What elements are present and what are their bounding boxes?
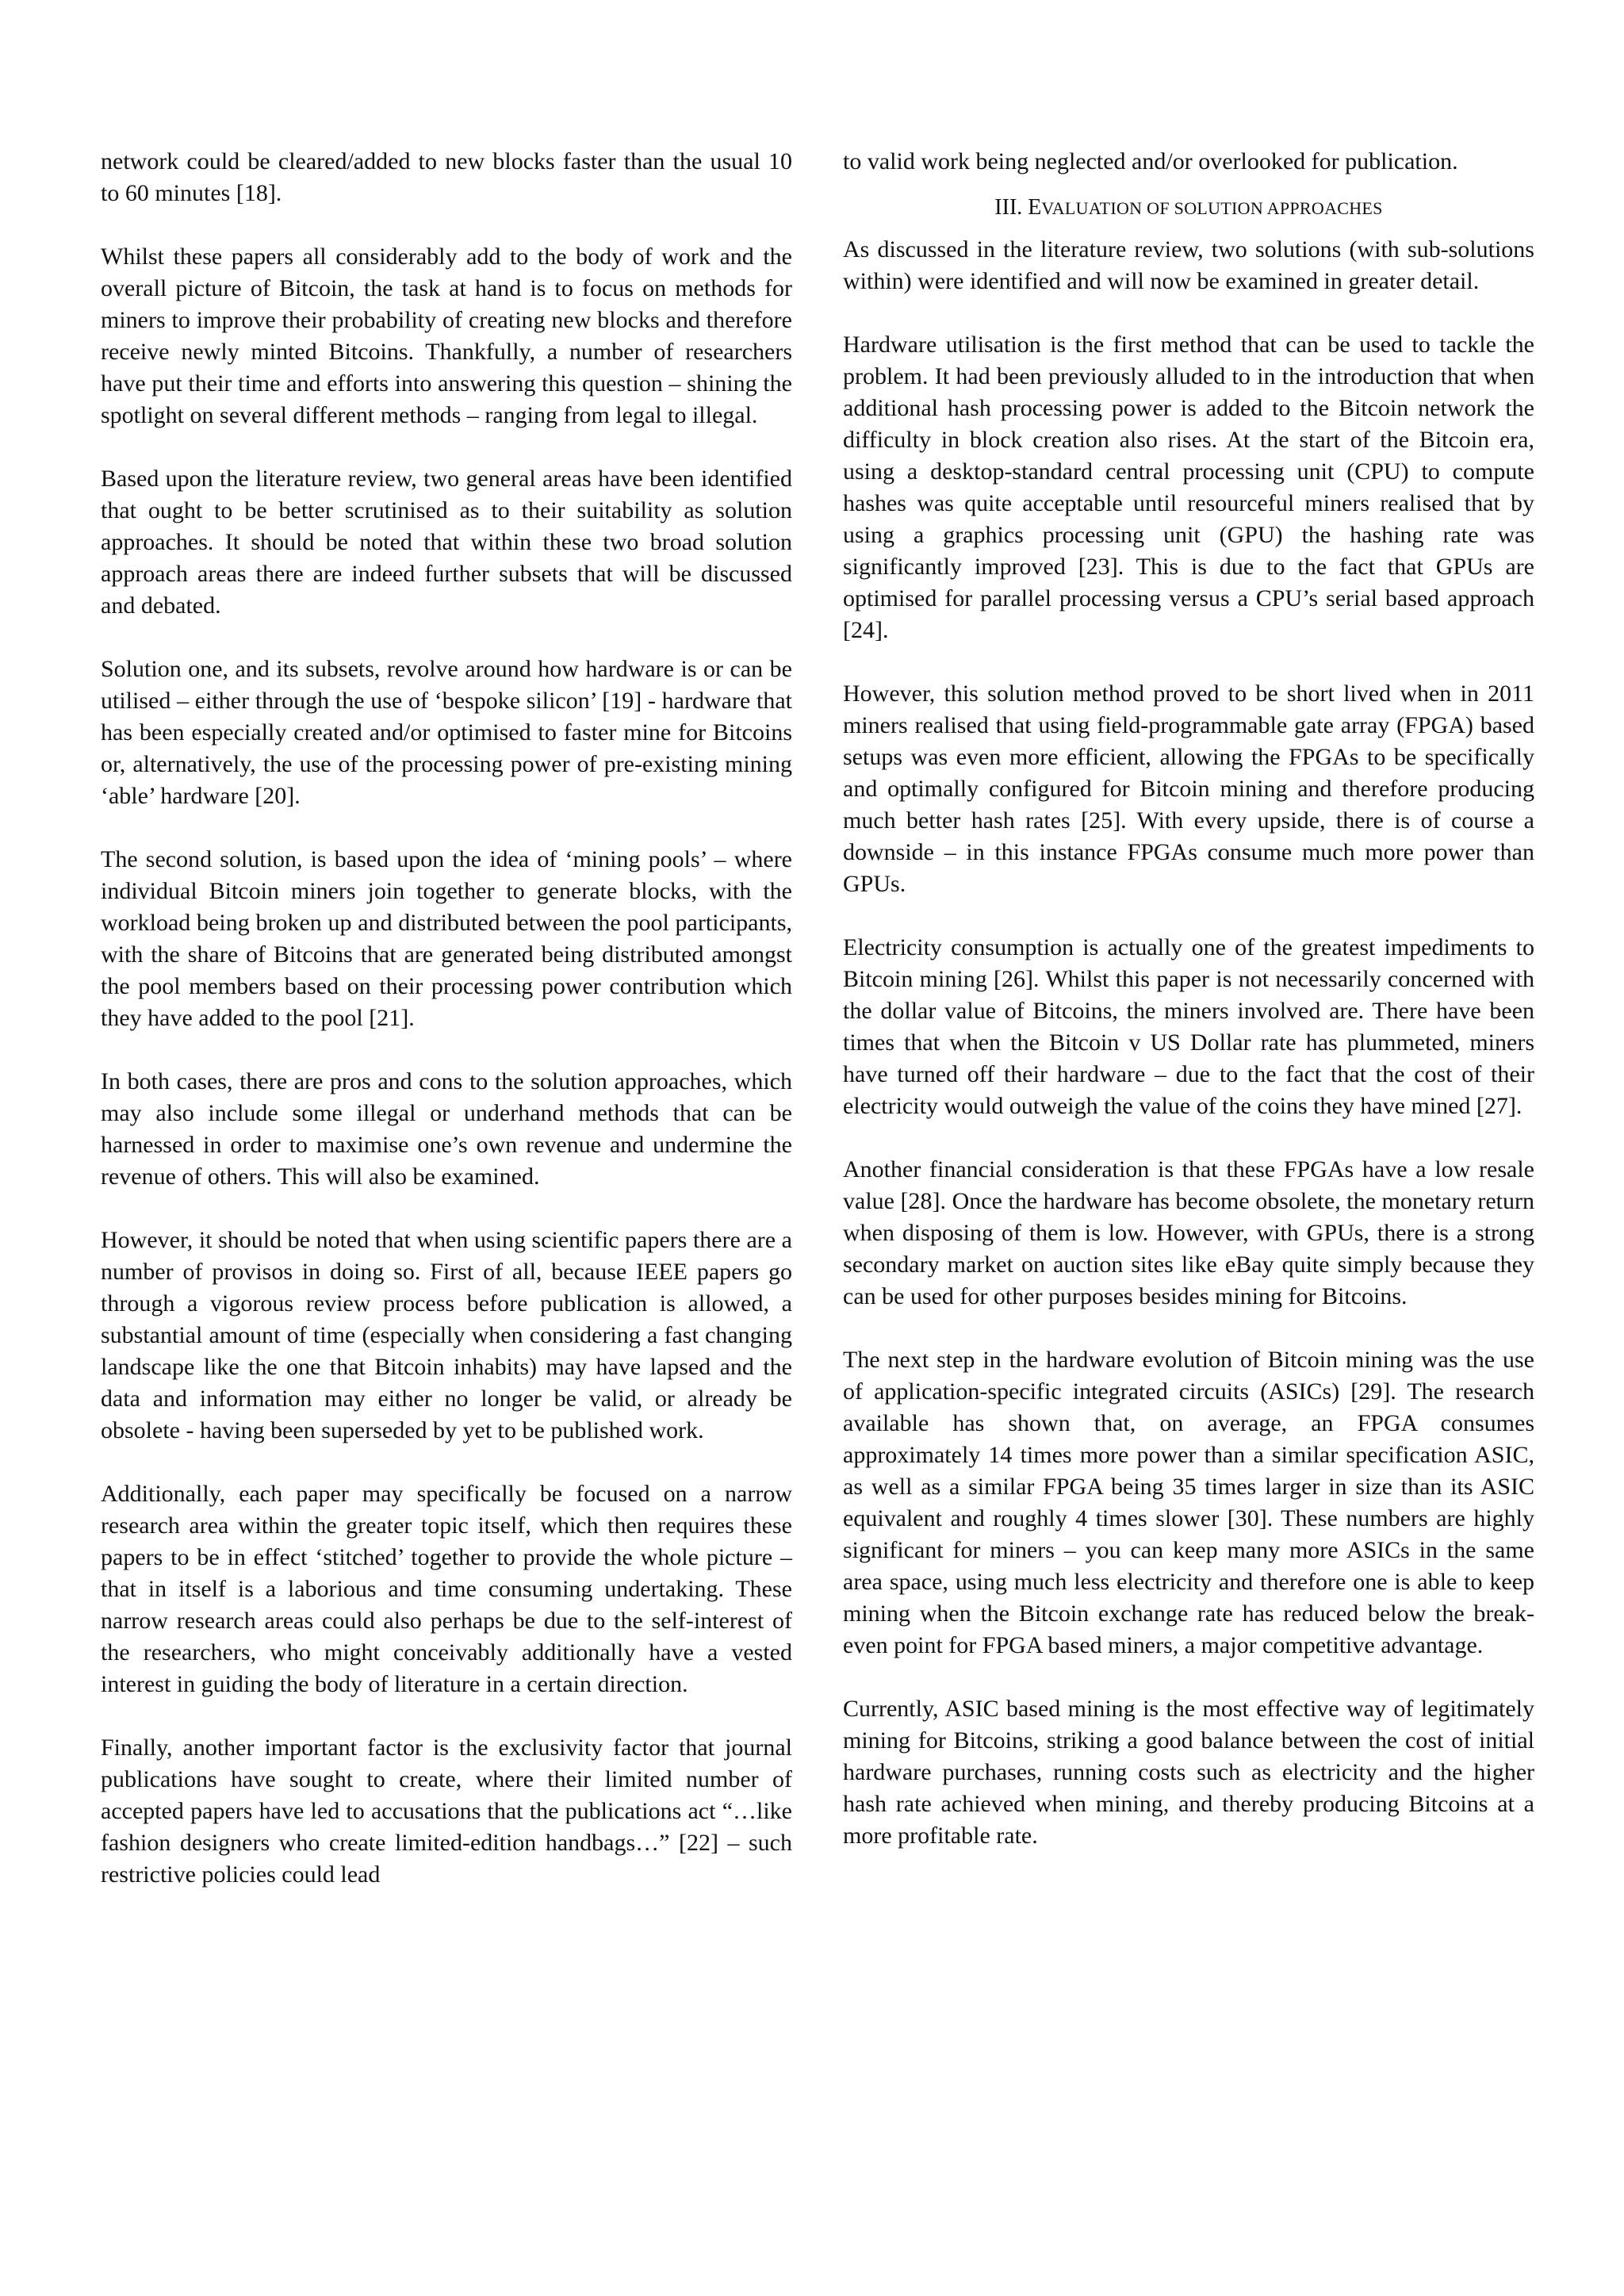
right-column: [843, 146, 1534, 1884]
paragraph: Currently, ASIC based mining is the most effective way of legitimately mining for Bitcoins, striking a good balance between the cost of initial hardware purchases, running costs such as electricity and the higher hash rate achieved when mining, and thereby producing Bitcoins at a more profitable rate.: [843, 1696, 1534, 1849]
paragraph: As discussed in the literature review, two solutions (with sub-solutions within) were identified and will now be examined in greater detail.: [843, 236, 1534, 294]
paragraph: However, this solution method proved to be short lived when in 2011 miners realised that using field-programmable gate array (FPGA) based setups was even more efficient, allowing the FPGAs to be specifically and optimally configured for Bitcoin mining and therefore producing much better hash rates [25]. With every upside, there is of course a downside – in this instance FPGAs consume much more power than GPUs.: [843, 680, 1534, 897]
paragraph: Finally, another important factor is the exclusivity factor that journal publications have sought to create, where their limited number of accepted papers have led to accusations that the publications act “…like fashion designers who create limited-edition handbags…” [22] – such restrictive policies could lead: [101, 1734, 792, 1888]
paragraph: Based upon the literature review, two general areas have been identified that ought to be better scrutinised as to their suitability as solution approaches. It should be noted that within these two broad solution approach areas there are indeed further subsets that will be discussed and debated.: [101, 466, 792, 619]
paragraph: The second solution, is based upon the idea of ‘mining pools’ – where individual Bitcoin miners join together to generate blocks, with the workload being broken up and distributed between the pool participants, with the share of Bitcoins that are generated being distributed amongst the pool members based on their processing power contribution which they have added to the pool [21].: [101, 846, 792, 1031]
paragraph: network could be cleared/added to new blocks faster than the usual 10 to 60 minutes [18].: [101, 148, 792, 206]
paragraph: However, it should be noted that when using scientific papers there are a number of provisos in doing so. First of all, because IEEE papers go through a vigorous review process before publication is allowed, a substantial amount of time (especially when considering a fast changing landscape like the one that Bitcoin inhabits) may have lapsed and the data and information may either no longer be valid, or already be obsolete - having been superseded by yet to be published work.: [101, 1227, 792, 1443]
section-numeral: III.: [994, 195, 1023, 220]
paragraph: The next step in the hardware evolution of Bitcoin mining was the use of application-specific integrated circuits (ASICs) [29]. The research available has shown that, on average, an FPGA consumes approximately 14 times more power than a similar specification ASIC, as well as a similar FPGA being 35 times larger in size than its ASIC equivalent and roughly 4 times slower [30]. These numbers are highly significant for miners – you can keep many more ASICs in the same area space, using much less electricity and therefore one is able to keep mining when the Bitcoin exchange rate has reduced below the break-even point for FPGA based miners, a major competitive advantage.: [843, 1347, 1534, 1658]
paragraph: Whilst these papers all considerably add to the body of work and the overall picture of Bitcoin, the task at hand is to focus on methods for miners to improve their probability of creating new blocks and therefore receive newly minted Bitcoins. Thankfully, a number of researchers have put their time and efforts into answering this question – shining the spotlight on several different methods – ranging from legal to illegal.: [101, 243, 792, 428]
paragraph: Hardware utilisation is the first method that can be used to tackle the problem. It had been previously alluded to in the introduction that when additional hash processing power is added to the Bitcoin network the difficulty in block creation also rises. At the start of the Bitcoin era, using a desktop-standard central processing unit (CPU) to compute hashes was quite acceptable until resourceful miners realised that by using a graphics processing unit (GPU) the hashing rate was significantly improved [23]. This is due to the fact that GPUs are optimised for parallel processing versus a CPU’s serial based approach [24].: [843, 332, 1534, 643]
paragraph: Another financial consideration is that these FPGAs have a low resale value [28]. Once the hardware has become obsolete, the monetary return when disposing of them is low. However, with GPUs, there is a strong secondary market on auction sites like eBay quite simply because they can be used for other purposes besides mining for Bitcoins.: [843, 1156, 1534, 1309]
paragraph: In both cases, there are pros and cons to the solution approaches, which may also include some illegal or underhand methods that can be harnessed in order to maximise one’s own revenue and undermine the revenue of others. This will also be examined.: [101, 1068, 792, 1190]
paragraph-continuation: to valid work being neglected and/or overlooked for publication.: [843, 148, 1458, 174]
paragraph: Electricity consumption is actually one of the greatest impediments to Bitcoin mining [26]. Whilst this paper is not necessarily concerned with the dollar value of Bitcoins, the miners involved are. There have been times that when the Bitcoin v US Dollar rate has plummeted, miners have turned off their hardware – due to the fact that the cost of their electricity would outweigh the value of the coins they have mined [27].: [843, 934, 1534, 1119]
section-heading: [843, 192, 1534, 224]
paragraph: Solution one, and its subsets, revolve around how hardware is or can be utilised – either through the use of ‘bespoke silicon’ [19] - hardware that has been especially created and/or optimised to faster mine for Bitcoins or, alternatively, the use of the processing power of pre-existing mining ‘able’ hardware [20].: [101, 656, 792, 809]
section-title-rest: VALUATION OF SOLUTION APPROACHES: [1041, 198, 1383, 218]
left-column: [101, 146, 792, 1922]
paragraph: Additionally, each paper may specifically be focused on a narrow research area within the greater topic itself, which then requires these papers to be in effect ‘stitched’ together to provide the whole picture – that in itself is a laborious and time consuming undertaking. These narrow research areas could also perhaps be due to the self-interest of the researchers, who might conceivably additionally have a vested interest in guiding the body of literature in a certain direction.: [101, 1481, 792, 1697]
section-title-first-letter: E: [1028, 195, 1042, 220]
